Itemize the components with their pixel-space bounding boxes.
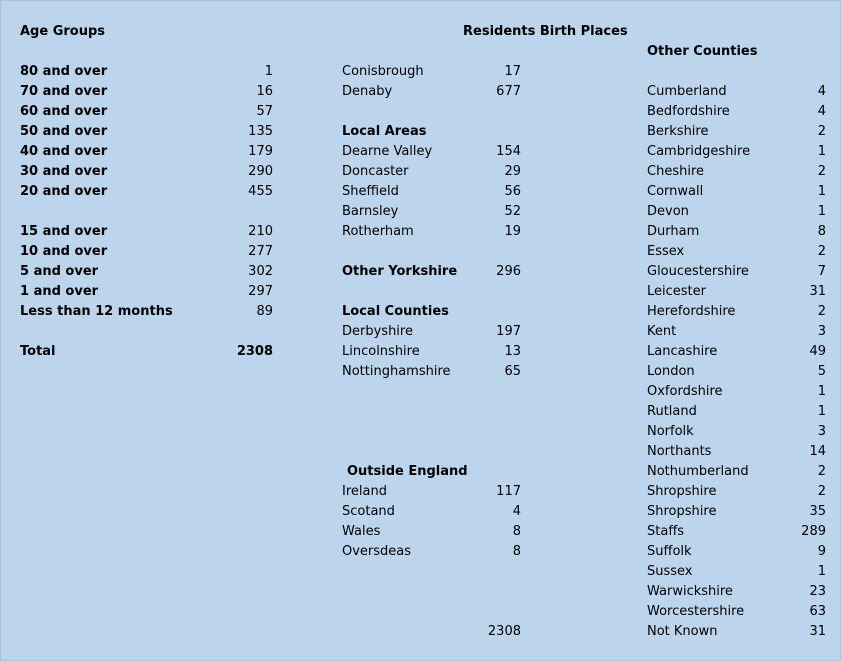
county-label: Cheshire [647,164,704,179]
county-label: Kent [647,324,677,339]
age-label: 60 and over [20,104,108,119]
birth-places-total: 2308 [487,624,521,639]
county-value: 3 [817,424,826,439]
age-value: 179 [248,144,273,159]
age-label: 40 and over [20,144,108,159]
county-label: Worcestershire [647,604,745,619]
county-label: Oxfordshire [647,384,723,399]
place-label: Nottinghamshire [342,364,451,379]
age-label: 70 and over [20,84,108,99]
place-label: Doncaster [342,164,409,179]
county-label: London [647,364,695,379]
county-value: 2 [817,464,826,479]
county-label: Shropshire [647,504,717,519]
county-value: 1 [817,564,826,579]
county-value: 49 [809,344,826,359]
county-label: Northants [647,444,712,459]
age-value: 277 [248,244,273,259]
age-value: 1 [264,64,273,79]
county-label: Sussex [647,564,693,579]
age-label: 1 and over [20,284,99,299]
place-label: Derbyshire [342,324,413,339]
county-value: 35 [809,504,826,519]
county-value: 23 [809,584,826,599]
county-label: Bedfordshire [647,104,730,119]
place-value: 197 [496,324,521,339]
place-label: Ireland [342,484,387,499]
county-value: 2 [817,164,826,179]
age-total-value: 2308 [236,344,273,359]
county-value: 8 [817,224,826,239]
place-value: 8 [512,544,521,559]
county-value: 63 [809,604,826,619]
place-label: Rotherham [342,224,414,239]
age-label: 20 and over [20,184,108,199]
age-groups-heading: Age Groups [20,24,106,39]
age-label: 15 and over [20,224,108,239]
age-value: 210 [248,224,273,239]
place-value: 677 [496,84,521,99]
place-value: 29 [504,164,521,179]
place-label: Denaby [342,84,393,99]
county-value: 2 [817,244,826,259]
age-total-label: Total [20,344,56,359]
county-label: Staffs [647,524,685,539]
county-value: 31 [809,284,826,299]
place-label: Scotand [342,504,395,519]
age-value: 89 [256,304,273,319]
county-value: 7 [817,264,826,279]
county-value: 14 [809,444,826,459]
place-label: Oversdeas [342,544,412,559]
county-value: 1 [817,384,826,399]
county-label: Lancashire [647,344,718,359]
county-label: Nothumberland [647,464,749,479]
age-label: 5 and over [20,264,99,279]
county-value: 1 [817,204,826,219]
place-value: 65 [504,364,521,379]
place-value: 8 [512,524,521,539]
county-value: 3 [817,324,826,339]
county-value: 1 [817,144,826,159]
county-value: 2 [817,484,826,499]
other-yorkshire-label: Other Yorkshire [342,264,458,279]
local-counties-heading: Local Counties [342,304,449,319]
county-label: Cumberland [647,84,727,99]
county-label: Essex [647,244,685,259]
county-label: Cambridgeshire [647,144,751,159]
county-label: Berkshire [647,124,709,139]
place-value: 17 [504,64,521,79]
age-label: 80 and over [20,64,108,79]
place-label: Lincolnshire [342,344,420,359]
county-label: Shropshire [647,484,717,499]
county-label: Cornwall [647,184,704,199]
birth-places-heading: Residents Birth Places [463,24,628,39]
county-value: 1 [817,184,826,199]
county-label: Norfolk [647,424,694,439]
county-value: 289 [801,524,826,539]
age-label: Less than 12 months [20,304,173,319]
place-value: 154 [496,144,521,159]
county-label: Durham [647,224,700,239]
place-label: Barnsley [342,204,399,219]
county-value: 1 [817,404,826,419]
county-value: 5 [817,364,826,379]
county-value: 4 [817,84,826,99]
place-value: 13 [504,344,521,359]
county-label: Rutland [647,404,697,419]
county-value: 4 [817,104,826,119]
county-value: 2 [817,304,826,319]
county-value: 31 [809,624,826,639]
county-label: Devon [647,204,689,219]
age-value: 57 [256,104,273,119]
place-label: Sheffield [342,184,399,199]
age-value: 455 [248,184,273,199]
place-label: Dearne Valley [342,144,433,159]
place-label: Wales [342,524,381,539]
age-label: 50 and over [20,124,108,139]
county-label: Gloucestershire [647,264,749,279]
place-value: 117 [496,484,521,499]
place-value: 56 [504,184,521,199]
place-label: Conisbrough [342,64,424,79]
county-label: Not Known [647,624,718,639]
county-value: 9 [817,544,826,559]
county-value: 2 [817,124,826,139]
other-counties-heading: Other Counties [647,44,758,59]
county-label: Suffolk [647,544,692,559]
county-label: Herefordshire [647,304,736,319]
age-value: 16 [256,84,273,99]
county-label: Warwickshire [647,584,733,599]
outside-england-heading: Outside England [347,464,468,479]
age-label: 10 and over [20,244,108,259]
local-areas-heading: Local Areas [342,124,427,139]
place-value: 19 [504,224,521,239]
age-value: 135 [248,124,273,139]
age-label: 30 and over [20,164,108,179]
place-value: 4 [512,504,521,519]
place-value: 52 [504,204,521,219]
age-value: 290 [248,164,273,179]
age-value: 302 [248,264,273,279]
other-yorkshire-value: 296 [496,264,521,279]
county-label: Leicester [647,284,706,299]
age-value: 297 [248,284,273,299]
